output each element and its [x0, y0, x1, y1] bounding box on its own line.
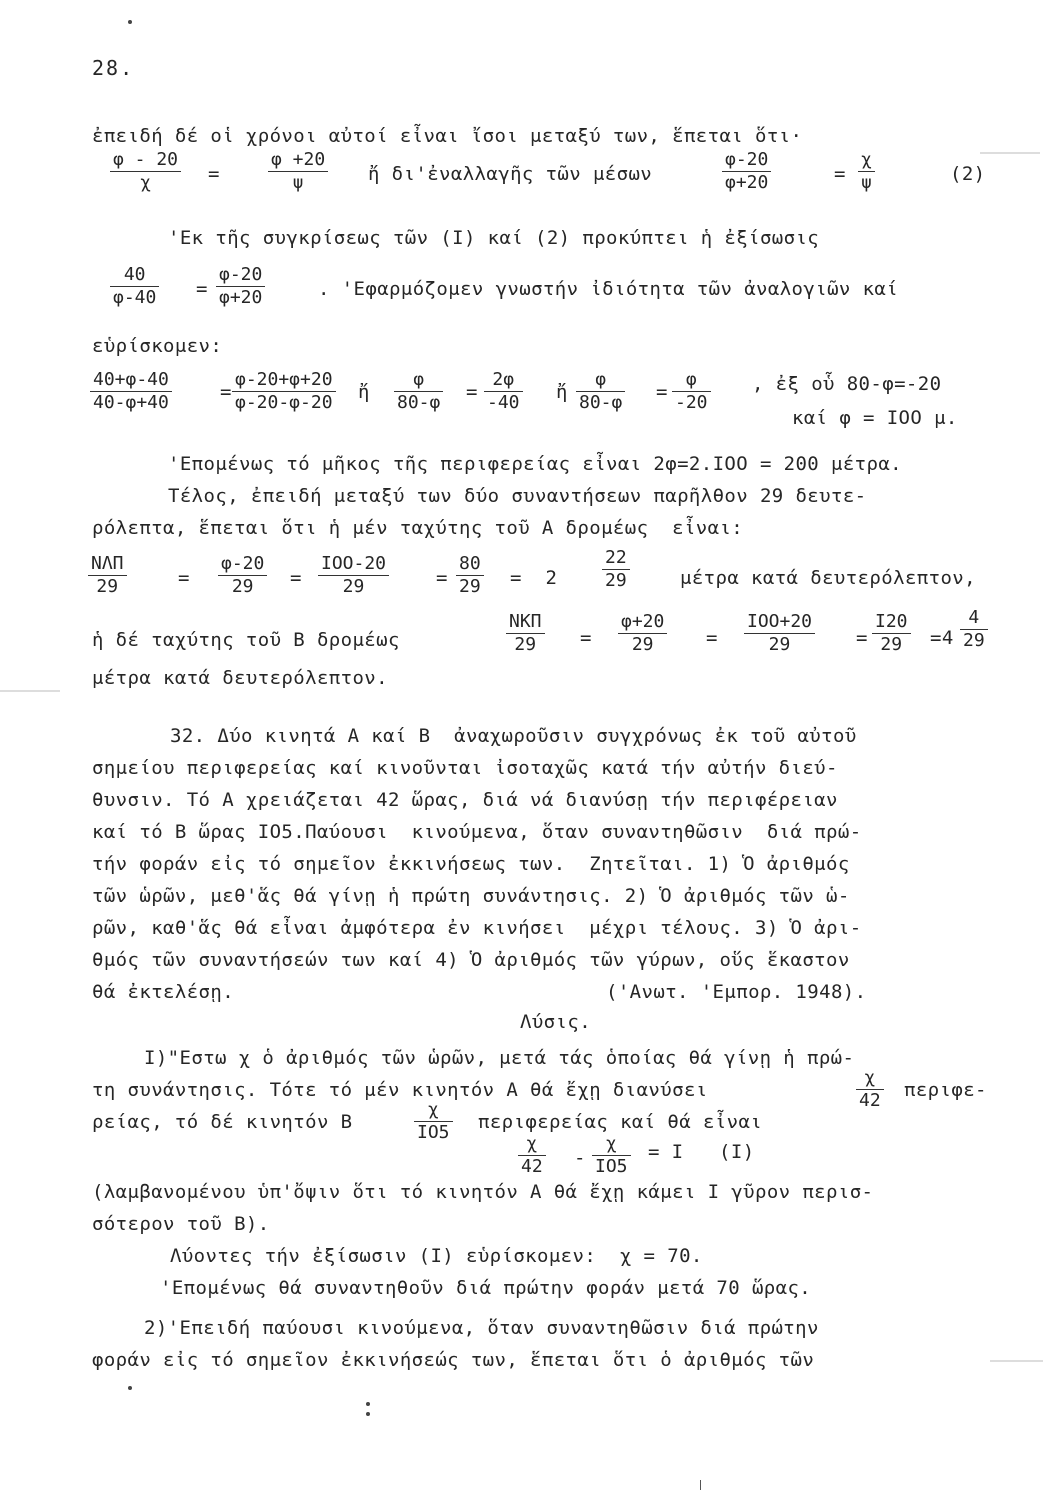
- fraction: φ 80-φ: [394, 370, 443, 413]
- fraction: ΙΟΟ-20 29: [318, 554, 389, 597]
- fraction: φ+20 29: [618, 612, 667, 655]
- fraction: φ - 20 χ: [110, 150, 181, 193]
- text-line: περιφερείας καί θά εἶναι: [478, 1111, 763, 1133]
- speck-mark: [128, 20, 132, 24]
- text-line: εὑρίσκομεν:: [92, 335, 223, 357]
- text-line: καί φ = ΙΟΟ μ.: [792, 407, 958, 429]
- text-line: 2)'Επειδή παύουσι κινούμενα, ὅταν συναντηθῶσιν διά πρώτην: [144, 1317, 819, 1339]
- equals-sign: =4: [930, 627, 954, 649]
- text-line: ἡ δέ ταχύτης τοῦ Β δρομέως: [92, 629, 400, 651]
- text-line: Τέλος, ἐπειδή μεταξύ των δύο συναντήσεων παρῆλθον 29 δευτε-: [168, 485, 867, 507]
- bleed-through-mark: [990, 1360, 1043, 1362]
- text-line: 'Εκ τῆς συγκρίσεως τῶν (Ι) καί (2) προκύπτει ἡ ἐξίσωσις: [168, 227, 820, 249]
- text-line: ἐπειδή δέ οἱ χρόνοι αὐτοί εἶναι ἴσοι μεταξύ των, ἕπεται ὅτι·: [92, 125, 803, 147]
- equals-sign: =: [656, 381, 668, 403]
- text-line: 'Επομένως θά συναντηθοῦν διά πρώτην φοράν μετά 70 ὥρας.: [160, 1277, 812, 1299]
- fraction: 80 29: [456, 554, 484, 597]
- equation-number: (2): [950, 163, 986, 185]
- text-line: καί τό Β ὥρας ΙΟ5.Παύουσι κινούμενα, ὅταν συναντηθῶσιν διά πρώ-: [92, 821, 862, 843]
- fraction: χ ΙΟ5: [592, 1134, 631, 1177]
- text-line: τῶν ὡρῶν, μεθ'ἅς θά γίνῃ ἡ πρώτη συνάντησις. 2) Ὁ ἀριθμός τῶν ὡ-: [92, 885, 850, 907]
- speck-mark: [128, 1386, 132, 1390]
- fraction: φ-20 φ+20: [216, 265, 265, 308]
- fraction: χ 42: [518, 1134, 546, 1177]
- text-line: σημείου περιφερείας καί κινοῦνται ἰσοταχῶς κατά τήν αὐτήν διεύ-: [92, 757, 838, 779]
- fraction: 4 29: [960, 608, 988, 651]
- text-line: μέτρα κατά δευτερόλεπτον,: [680, 567, 976, 589]
- fraction: φ 80-φ: [576, 370, 625, 413]
- fraction: φ-20 29: [218, 554, 267, 597]
- text-line: τήν φοράν εἰς τό σημεῖον ἐκκινήσεως των. Ζητεῖται. 1) Ὁ ἀριθμός: [92, 853, 850, 875]
- text-line: 'Επομένως τό μῆκος τῆς περιφερείας εἶναι 2φ=2.ΙΟΟ = 200 μέτρα.: [168, 453, 903, 475]
- text-line: θά ἐκτελέσῃ.: [92, 981, 235, 1003]
- equals-sign: =: [466, 381, 478, 403]
- or-word: ἤ: [556, 381, 568, 403]
- fraction: φ-20 φ+20: [722, 150, 771, 193]
- text-line: Λύοντες τήν ἐξίσωσιν (Ι) εὑρίσκομεν: χ = 70.: [170, 1245, 703, 1267]
- fraction: 22 29: [602, 548, 630, 591]
- text-line: θυνσιν. Τό Α χρειάζεται 42 ὥρας, διά νά διανύσῃ τήν περιφέρειαν: [92, 789, 838, 811]
- speck-mark: [700, 1480, 701, 1490]
- equals-sign: =: [196, 278, 208, 300]
- equals-sign: =: [290, 567, 302, 589]
- fraction: φ -20: [672, 370, 711, 413]
- text-line: περιφε-: [904, 1079, 987, 1101]
- text-line: ρῶν, καθ'ἅς θά εἶναι ἀμφότερα ἐν κινήσει μέχρι τέλους. 3) Ὁ ἀρι-: [92, 917, 862, 939]
- equals-sign: =: [220, 381, 232, 403]
- text-line: . 'Εφαρμόζομεν γνωστήν ἰδιότητα τῶν ἀναλογιῶν καί: [318, 278, 899, 300]
- text-line: ἤ δι'ἐναλλαγῆς τῶν μέσων: [368, 163, 653, 185]
- fraction: φ +20 ψ: [268, 150, 328, 193]
- fraction: χ ψ: [858, 150, 875, 193]
- text-line: = Ι (Ι): [648, 1141, 755, 1163]
- text-line: σότερον τοῦ Β).: [92, 1213, 270, 1235]
- section-label: Λύσις.: [520, 1011, 592, 1033]
- text-line: Ι)"Εστω χ ὁ ἀριθμός τῶν ὡρῶν, μετά τάς ὁποίας θά γίνῃ ἡ πρώ-: [144, 1047, 855, 1069]
- text-line: θμός τῶν συναντήσεών των καί 4) Ὁ ἀριθμός τῶν γύρων, οὕς ἕκαστον: [92, 949, 850, 971]
- equals-sign: =: [178, 567, 190, 589]
- text-line: ρόλεπτα, ἕπεται ὅτι ἡ μέν ταχύτης τοῦ Α δρομέως εἶναι:: [92, 517, 744, 539]
- text-line: (λαμβανομένου ὑπ'ὄψιν ὅτι τό κινητόν Α θά ἔχῃ κάμει Ι γῦρον περισ-: [92, 1181, 874, 1203]
- problem-heading-line: 32. Δύο κινητά Α καί Β ἀναχωροῦσιν συγχρόνως ἐκ τοῦ αὐτοῦ: [170, 725, 857, 747]
- equals-sign: =: [856, 627, 868, 649]
- fraction: 2φ -40: [484, 370, 523, 413]
- text-line: φοράν εἰς τό σημεῖον ἐκκινήσεώς των, ἕπεται ὅτι ὁ ἀριθμός τῶν: [92, 1349, 815, 1371]
- fraction: χ 42: [856, 1068, 884, 1111]
- equals-sign: =: [208, 163, 220, 185]
- equals-sign: =: [834, 163, 846, 185]
- speck-mark: [366, 1412, 370, 1416]
- bleed-through-mark: [980, 152, 1040, 154]
- fraction: 40+φ-40 40-φ+40: [90, 370, 172, 413]
- fraction: ΙΟΟ+20 29: [744, 612, 815, 655]
- fraction: 40 φ-40: [110, 265, 159, 308]
- speck-mark: [366, 1402, 370, 1406]
- text-line: , ἐξ οὗ 80-φ=-20: [752, 373, 942, 395]
- text-line: ρείας, τό δέ κινητόν Β: [92, 1111, 353, 1133]
- fraction: ΝΚΠ 29: [506, 612, 545, 655]
- text-line: τη συνάντησις. Τότε τό μέν κινητόν Α θά ἔχῃ διανύσει: [92, 1079, 708, 1101]
- text-line: μέτρα κατά δευτερόλεπτον.: [92, 667, 388, 689]
- bleed-through-mark: [0, 690, 60, 692]
- equals-sign: =: [706, 627, 718, 649]
- equals-sign: =: [580, 627, 592, 649]
- fraction: ΝΛΠ 29: [88, 554, 127, 597]
- or-word: ἤ: [358, 381, 370, 403]
- source-citation: ('Ανωτ. 'Εμπορ. 1948).: [606, 981, 867, 1003]
- fraction: Ι20 29: [872, 612, 911, 655]
- equals-sign: = 2: [510, 567, 558, 589]
- fraction: χ ΙΟ5: [414, 1100, 453, 1143]
- minus-sign: -: [574, 1147, 586, 1169]
- fraction: φ-20+φ+20 φ-20-φ-20: [232, 370, 336, 413]
- page-number: 28.: [92, 56, 135, 80]
- equals-sign: =: [436, 567, 448, 589]
